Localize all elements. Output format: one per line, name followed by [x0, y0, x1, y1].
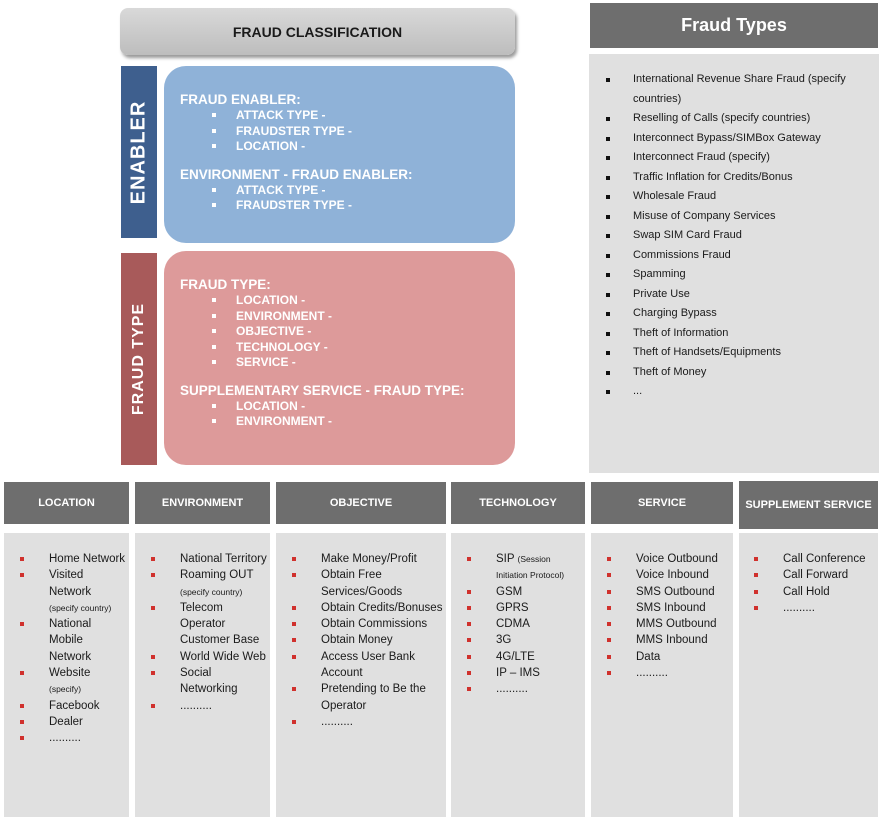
bullet-icon	[467, 687, 471, 691]
list-item	[467, 551, 584, 584]
list-item	[754, 584, 878, 600]
bullet-icon	[20, 671, 24, 675]
list-item-label: FRAUDSTER TYPE -	[236, 123, 353, 138]
list-item-label: Reselling of Calls (specify countries)	[633, 112, 811, 124]
bullet-icon	[606, 156, 610, 160]
list-item	[292, 649, 444, 682]
technology-list	[467, 551, 584, 698]
list-item	[754, 551, 878, 567]
bullet-icon	[606, 234, 610, 238]
list-item-label: Misuse of Company Services	[633, 209, 776, 222]
list-item	[20, 730, 128, 746]
environment-enabler-list	[180, 183, 515, 214]
bullet-icon	[606, 371, 610, 375]
list-item-label: Voice Inbound	[636, 569, 709, 582]
bullet-icon	[212, 203, 216, 207]
list-item	[20, 665, 128, 698]
supplement-service-column-header: SUPPLEMENT SERVICE	[739, 481, 878, 529]
list-item-label: Charging Bypass	[633, 307, 717, 319]
fraud-type-heading: FRAUD TYPE:	[180, 277, 271, 292]
list-item	[151, 649, 269, 665]
list-item	[607, 632, 732, 648]
list-item-label: Interconnect Bypass/SIMBox Gateway	[633, 131, 821, 144]
bullet-icon	[606, 176, 610, 180]
list-item	[467, 681, 584, 697]
list-item	[292, 567, 444, 600]
list-item	[606, 246, 874, 266]
bullet-icon	[606, 78, 610, 82]
fraud-classification-header: FRAUD CLASSIFICATION	[120, 8, 515, 55]
list-item-label: Commissions Fraud	[633, 248, 731, 261]
service-column-header: SERVICE	[591, 482, 733, 524]
bullet-icon	[754, 573, 758, 577]
bullet-icon	[20, 573, 24, 577]
list-item-label: Home Network	[49, 553, 126, 565]
bullet-icon	[212, 188, 216, 192]
list-item-label: Visited Network	[49, 569, 92, 598]
list-item-label: LOCATION -	[236, 293, 306, 307]
list-item-note: (Session Initiation Protocol)	[496, 554, 565, 581]
list-item-label: ..........	[321, 715, 353, 728]
list-item	[151, 551, 269, 567]
list-item-label: Swap SIM Card Fraud	[633, 229, 742, 241]
bullet-icon	[754, 557, 758, 561]
bullet-icon	[151, 557, 155, 561]
bullet-icon	[20, 720, 24, 724]
list-item-label: Theft of Money	[633, 365, 707, 378]
list-item	[292, 551, 444, 567]
list-item-label: Call Conference	[783, 553, 866, 565]
list-item	[606, 324, 874, 344]
list-item-label: World Wide Web	[180, 650, 266, 663]
list-item	[606, 207, 874, 227]
list-item-label: ATTACK TYPE -	[236, 182, 326, 197]
bullet-icon	[292, 557, 296, 561]
list-item-label: LOCATION -	[236, 139, 306, 153]
list-item	[467, 584, 584, 600]
bullet-icon	[212, 144, 216, 148]
list-item	[606, 109, 874, 129]
bullet-icon	[20, 704, 24, 708]
list-item-label: Theft of Information	[633, 326, 729, 339]
list-item-label: Call Hold	[783, 585, 830, 598]
list-item	[151, 665, 269, 698]
list-item	[212, 124, 515, 140]
list-item	[606, 168, 874, 188]
bullet-icon	[607, 671, 611, 675]
list-item	[607, 649, 732, 665]
list-item	[292, 616, 444, 632]
list-item-label: MMS Outbound	[636, 618, 717, 631]
list-item-label: Obtain Credits/Bonuses	[321, 601, 443, 614]
bullet-icon	[151, 573, 155, 577]
fraud-type-box	[164, 251, 515, 465]
environment-column-header: ENVIRONMENT	[135, 482, 270, 524]
bullet-icon	[754, 590, 758, 594]
bullet-icon	[212, 113, 216, 117]
bullet-icon	[467, 606, 471, 610]
bullet-icon	[212, 360, 216, 364]
bullet-icon	[212, 314, 216, 318]
bullet-icon	[607, 573, 611, 577]
environment-enabler-heading: ENVIRONMENT - FRAUD ENABLER:	[180, 166, 413, 182]
list-item	[467, 616, 584, 632]
fraud-enabler-heading: FRAUD ENABLER:	[180, 92, 301, 107]
bullet-icon	[212, 419, 216, 423]
enabler-band	[121, 66, 157, 238]
list-item-label: Pretending to Be the Operator	[321, 683, 426, 712]
list-item-label: Interconnect Fraud (specify)	[633, 151, 770, 163]
list-item-label: Social Networking	[180, 667, 238, 696]
list-item	[20, 551, 128, 567]
list-item-label: Obtain Money	[321, 634, 393, 647]
bullet-icon	[292, 687, 296, 691]
list-item-label: CDMA	[496, 618, 530, 631]
list-item	[20, 714, 128, 730]
list-item-label: 3G	[496, 634, 512, 647]
list-item-label: Private Use	[633, 287, 690, 300]
list-item	[212, 414, 515, 430]
list-item	[292, 714, 444, 730]
supplement-service-list	[754, 551, 878, 616]
list-item	[606, 285, 874, 305]
list-item	[212, 355, 515, 371]
list-item	[754, 567, 878, 583]
list-item-note: (specify)	[49, 684, 82, 695]
list-item-label: LOCATION -	[236, 398, 306, 413]
list-item	[606, 187, 874, 207]
list-item-note: (specify country)	[180, 586, 243, 597]
list-item-label: ..........	[49, 732, 81, 745]
list-item	[20, 567, 128, 616]
list-item-label: ENVIRONMENT -	[236, 308, 332, 323]
list-item	[212, 183, 515, 199]
bullet-icon	[606, 117, 610, 121]
bullet-icon	[606, 312, 610, 316]
list-item	[607, 600, 732, 616]
bullet-icon	[292, 622, 296, 626]
list-item	[292, 632, 444, 648]
list-item-label: Spamming	[633, 268, 686, 280]
list-item-label: Roaming OUT	[180, 569, 254, 582]
list-item	[212, 340, 515, 356]
list-item	[20, 698, 128, 714]
list-item-label: ..........	[636, 667, 668, 680]
list-item	[467, 632, 584, 648]
list-item-label: Data	[636, 650, 661, 663]
list-item	[212, 198, 515, 214]
bullet-icon	[606, 293, 610, 297]
objective-column-header: OBJECTIVE	[276, 482, 446, 524]
list-item	[606, 265, 874, 285]
list-item	[151, 600, 269, 649]
list-item	[606, 129, 874, 149]
bullet-icon	[467, 590, 471, 594]
supplementary-service-heading: SUPPLEMENTARY SERVICE - FRAUD TYPE:	[180, 382, 465, 398]
fraud-type-band-label: FRAUD TYPE	[130, 302, 148, 416]
list-item-label: Website	[49, 667, 91, 680]
list-item-label: National Territory	[180, 553, 267, 565]
list-item-label: Obtain Commissions	[321, 618, 428, 631]
bullet-icon	[754, 606, 758, 610]
list-item	[607, 567, 732, 583]
bullet-icon	[212, 345, 216, 349]
bullet-icon	[606, 195, 610, 199]
bullet-icon	[467, 671, 471, 675]
bullet-icon	[151, 671, 155, 675]
service-list	[607, 551, 732, 681]
list-item	[606, 148, 874, 168]
bullet-icon	[607, 590, 611, 594]
list-item-label: SIP	[496, 553, 515, 565]
list-item	[606, 343, 874, 363]
list-item	[20, 616, 128, 665]
location-list	[20, 551, 128, 747]
list-item	[292, 681, 444, 714]
bullet-icon	[606, 332, 610, 336]
list-item	[212, 293, 515, 309]
bullet-icon	[606, 137, 610, 141]
bullet-icon	[292, 720, 296, 724]
fraud-enabler-list	[180, 108, 515, 155]
list-item-label: SERVICE -	[236, 355, 296, 369]
bullet-icon	[212, 298, 216, 302]
list-item-label: Telecom Operator Customer Base	[180, 601, 260, 647]
list-item	[607, 665, 732, 681]
list-item	[151, 698, 269, 714]
list-item	[607, 584, 732, 600]
list-item-label: ATTACK TYPE -	[236, 108, 326, 122]
list-item-label: SMS Outbound	[636, 585, 715, 598]
list-item	[292, 600, 444, 616]
list-item	[606, 363, 874, 383]
list-item-label: GSM	[496, 585, 523, 598]
list-item-label: Facebook	[49, 699, 100, 712]
bullet-icon	[607, 557, 611, 561]
list-item-label: Dealer	[49, 715, 83, 728]
list-item	[212, 108, 515, 124]
fraud-type-list	[180, 293, 515, 371]
list-item	[754, 600, 878, 616]
list-item	[606, 70, 874, 109]
bullet-icon	[20, 557, 24, 561]
list-item-label: SMS Inbound	[636, 601, 706, 614]
list-item-label: International Revenue Share Fraud (specify countries)	[633, 73, 846, 105]
bullet-icon	[212, 329, 216, 333]
list-item-label: FRAUDSTER TYPE -	[236, 198, 353, 212]
fraud-type-band	[121, 253, 157, 465]
bullet-icon	[212, 404, 216, 408]
bullet-icon	[607, 606, 611, 610]
list-item-label: ...	[633, 385, 643, 397]
list-item	[467, 649, 584, 665]
bullet-icon	[467, 638, 471, 642]
bullet-icon	[606, 215, 610, 219]
fraud-types-title: Fraud Types	[590, 3, 878, 48]
bullet-icon	[292, 573, 296, 577]
list-item-label: ENVIRONMENT -	[236, 414, 332, 428]
bullet-icon	[607, 655, 611, 659]
bullet-icon	[20, 622, 24, 626]
list-item	[212, 324, 515, 340]
list-item-label: MMS Inbound	[636, 634, 708, 647]
list-item-label: Voice Outbound	[636, 553, 718, 565]
enabler-band-label: ENABLER	[127, 100, 150, 204]
list-item	[151, 567, 269, 600]
list-item-label: Obtain Free Services/Goods	[321, 569, 403, 598]
list-item	[606, 382, 874, 402]
objective-list	[292, 551, 444, 730]
bullet-icon	[151, 606, 155, 610]
bullet-icon	[467, 557, 471, 561]
list-item-label: IP – IMS	[496, 667, 540, 680]
bullet-icon	[292, 655, 296, 659]
list-item	[467, 600, 584, 616]
bullet-icon	[212, 129, 216, 133]
supplementary-service-list	[180, 399, 515, 430]
bullet-icon	[606, 273, 610, 277]
list-item	[607, 551, 732, 567]
list-item-label: 4G/LTE	[496, 650, 535, 663]
list-item-label: Make Money/Profit	[321, 553, 417, 565]
list-item	[212, 399, 515, 415]
list-item-label: ..........	[496, 683, 528, 696]
technology-column-header: TECHNOLOGY	[451, 482, 585, 524]
bullet-icon	[607, 622, 611, 626]
bullet-icon	[151, 655, 155, 659]
list-item	[607, 616, 732, 632]
list-item	[212, 309, 515, 325]
list-item-note: (specify country)	[49, 602, 112, 613]
location-column-header: LOCATION	[4, 482, 129, 524]
bullet-icon	[292, 638, 296, 642]
bullet-icon	[20, 736, 24, 740]
environment-list	[151, 551, 269, 714]
list-item-label: Wholesale Fraud	[633, 190, 717, 202]
list-item	[606, 226, 874, 246]
list-item-label: Traffic Inflation for Credits/Bonus	[633, 170, 793, 183]
list-item	[606, 304, 874, 324]
list-item-label: Call Forward	[783, 569, 849, 582]
list-item	[212, 139, 515, 155]
bullet-icon	[606, 351, 610, 355]
bullet-icon	[467, 622, 471, 626]
bullet-icon	[606, 254, 610, 258]
fraud-types-list	[606, 70, 874, 402]
list-item-label: Access User Bank Account	[321, 650, 415, 680]
bullet-icon	[606, 390, 610, 394]
list-item-label: National Mobile Network	[49, 618, 92, 663]
list-item-label: TECHNOLOGY -	[236, 339, 328, 354]
list-item	[467, 665, 584, 681]
list-item-label: ..........	[783, 601, 815, 614]
list-item-label: OBJECTIVE -	[236, 324, 312, 338]
fraud-enabler-box	[164, 66, 515, 243]
list-item-label: Theft of Handsets/Equipments	[633, 346, 781, 358]
list-item-label: GPRS	[496, 601, 529, 614]
bullet-icon	[151, 704, 155, 708]
bullet-icon	[467, 655, 471, 659]
bullet-icon	[292, 606, 296, 610]
list-item-label: ..........	[180, 699, 212, 712]
bullet-icon	[607, 638, 611, 642]
